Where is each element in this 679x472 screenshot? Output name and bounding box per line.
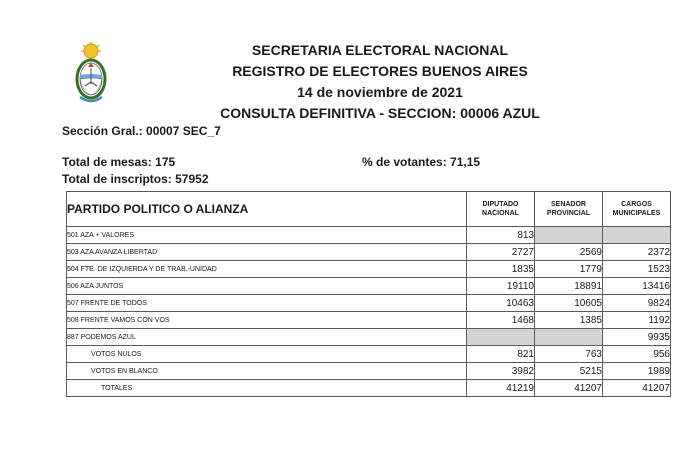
senador-value: 41207	[535, 380, 603, 397]
table-row	[67, 261, 671, 278]
party-name: 506 AZA JUNTOS	[67, 278, 467, 295]
senador-value	[535, 227, 603, 244]
table-header-row	[67, 192, 671, 227]
diputado-value: 821	[467, 346, 535, 363]
party-name: 507 FRENTE DE TODOS	[67, 295, 467, 312]
diputado-value: 813	[467, 227, 535, 244]
diputado-value	[467, 329, 535, 346]
cargos-value: 9824	[603, 295, 671, 312]
party-name: VOTOS NULOS	[67, 346, 467, 363]
header-line-2: REGISTRO DE ELECTORES BUENOS AIRES	[232, 63, 528, 79]
senador-value: 5215	[535, 363, 603, 380]
porcentaje-votantes: % de votantes: 71,15	[362, 155, 481, 169]
diputado-value: 1835	[467, 261, 535, 278]
cargos-value: 2372	[603, 244, 671, 261]
table-row	[67, 312, 671, 329]
diputado-value: 41219	[467, 380, 535, 397]
table-row	[67, 329, 671, 346]
diputado-value: 2727	[467, 244, 535, 261]
diputado-value: 3982	[467, 363, 535, 380]
party-name: 501 AZA + VALORES	[67, 227, 467, 244]
party-name: VOTOS EN BLANCO	[67, 363, 467, 380]
header-diputado: DIPUTADO NACIONAL	[467, 192, 535, 227]
senador-value: 1385	[535, 312, 603, 329]
table-row	[67, 278, 671, 295]
total-inscriptos: Total de inscriptos: 57952	[62, 172, 209, 186]
party-name: 887 PODEMOS AZUL	[67, 329, 467, 346]
party-name: 508 FRENTE VAMOS CON VOS	[67, 312, 467, 329]
senador-value: 1779	[535, 261, 603, 278]
senador-value: 18891	[535, 278, 603, 295]
cargos-value: 956	[603, 346, 671, 363]
party-name: 504 FTE. DE IZQUIERDA Y DE TRAB.-UNIDAD	[67, 261, 467, 278]
table-row	[67, 244, 671, 261]
cargos-value: 1989	[603, 363, 671, 380]
table-row	[67, 227, 671, 244]
header-senador: SENADOR PROVINCIAL	[535, 192, 603, 227]
total-mesas: Total de mesas: 175	[62, 155, 176, 169]
results-table	[66, 191, 671, 397]
cargos-value: 1192	[603, 312, 671, 329]
header-date: 14 de noviembre de 2021	[297, 84, 463, 100]
senador-value: 2569	[535, 244, 603, 261]
header-party: PARTIDO POLITICO O ALIANZA	[67, 192, 467, 227]
senador-value: 763	[535, 346, 603, 363]
senador-value	[535, 329, 603, 346]
table-row	[67, 380, 671, 397]
coat-of-arms-icon	[72, 42, 110, 106]
diputado-value: 19110	[467, 278, 535, 295]
header-line-1: SECRETARIA ELECTORAL NACIONAL	[251, 42, 509, 58]
diputado-value: 10463	[467, 295, 535, 312]
cargos-value: 1523	[603, 261, 671, 278]
cargos-value: 41207	[603, 380, 671, 397]
cargos-value: 13416	[603, 278, 671, 295]
header-cargos: CARGOS MUNICIPALES	[603, 192, 671, 227]
seccion-label: Sección Gral.: 00007 SEC_7	[62, 124, 221, 138]
senador-value: 10605	[535, 295, 603, 312]
table-row	[67, 363, 671, 380]
diputado-value: 1468	[467, 312, 535, 329]
party-name: TOTALES	[67, 380, 467, 397]
table-row	[67, 295, 671, 312]
cargos-value: 9935	[603, 329, 671, 346]
table-row	[67, 346, 671, 363]
header-consulta: CONSULTA DEFINITIVA - SECCION: 00006 AZUL	[220, 105, 540, 121]
cargos-value	[603, 227, 671, 244]
party-name: 503 AZA AVANZA LIBERTAD	[67, 244, 467, 261]
